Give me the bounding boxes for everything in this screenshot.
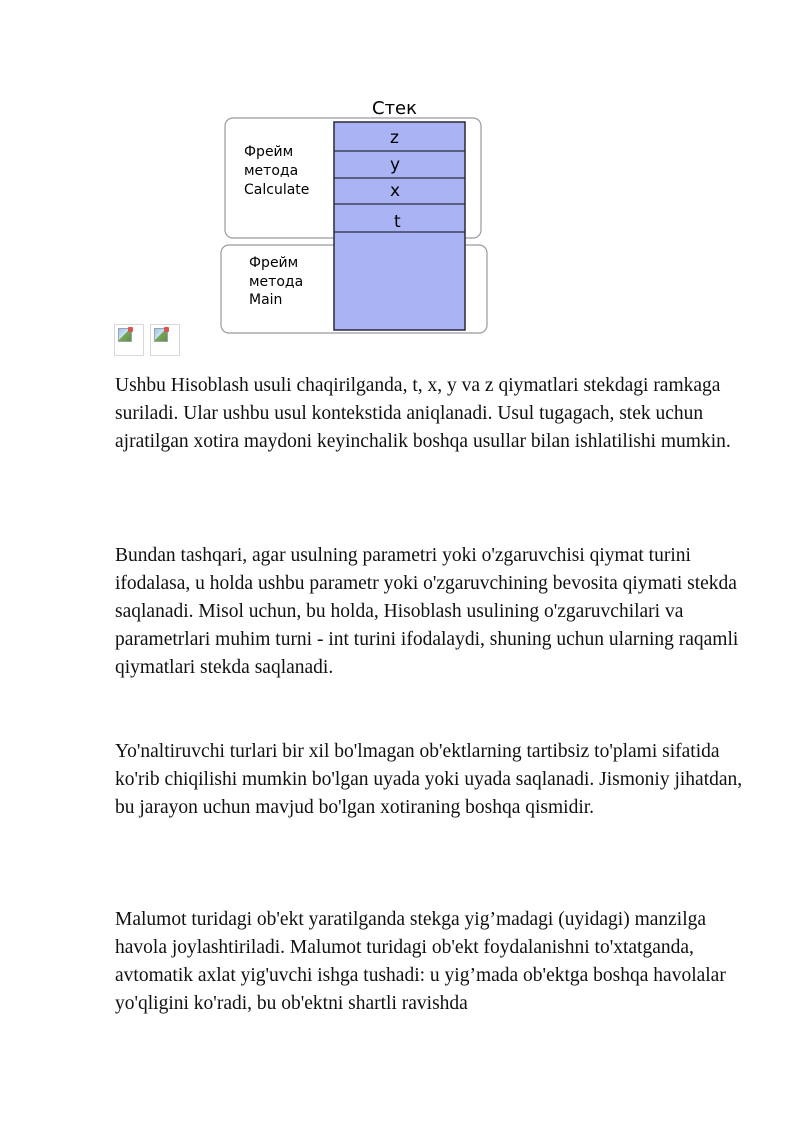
stack-cell-t: t xyxy=(394,212,401,232)
stack-diagram xyxy=(0,0,800,340)
frame-main-label-line: Main xyxy=(249,292,283,308)
stack-diagram-svg xyxy=(0,0,800,340)
broken-image-icon xyxy=(150,324,180,356)
stack-cell-y: y xyxy=(390,155,401,175)
paragraph: Bundan tashqari, agar usulning parametri yoki o'zgaruvchisi qiymat turini ifodalasa, u holda ushbu parametr yoki o'zgaruvchining bevosita qiymati stekda saqlanadi. Misol uchun, bu holda, Hisoblash usulining o'zgaruvchilari va parametrlari muhim turni - int turini ifodalaydi, shuning uchun ularning raqamli qiymatlari stekda saqlanadi. xyxy=(115,545,739,678)
frame-calculate-label-line: Фрейм xyxy=(244,144,294,160)
stack-cell-x: x xyxy=(390,181,401,201)
stack-cell-z: z xyxy=(390,128,399,148)
frame-main-label-line: метода xyxy=(249,274,304,290)
paragraph: Malumot turidagi ob'ekt yaratilganda stekga yig’madagi (uyidagi) manzilga havola joylashtiriladi. Malumot turidagi ob'ekt foydalanishni to'xtatganda, avtomatik axlat yig'uvchi ishga tushadi: u yig’mada ob'ektga boshqa havolalar yo'qligini ko'radi, bu ob'ektni shartli ravishda xyxy=(115,909,726,1014)
paragraph: Yo'naltiruvchi turlari bir xil bo'lmagan ob'ektlarning tartibsiz to'plami sifatida ko'rib chiqilishi mumkin bo'lgan uyada yoki uyada saqlanadi. Jismoniy jihatdan, bu jarayon uchun mavjud bo'lgan xotiraning boshqa qismidir. xyxy=(115,741,743,818)
frame-calculate-label-line: метода xyxy=(244,163,299,179)
image-placeholder-icon xyxy=(118,328,132,342)
image-placeholder-icon xyxy=(154,328,168,342)
paragraph: Ushbu Hisoblash usuli chaqirilganda, t, x, y va z qiymatlari stekdagi ramkaga suriladi. Ular ushbu usul kontekstida aniqlanadi. Usul tugagach, stek uchun ajratilgan xotira maydoni keyinchalik boshqa usullar bilan ishlatilishi mumkin. xyxy=(115,375,731,452)
stack-title: Стек xyxy=(372,98,417,119)
frame-calculate-label-line: Calculate xyxy=(244,182,310,198)
frame-main-label-line: Фрейм xyxy=(249,255,299,271)
broken-image-icon xyxy=(114,324,144,356)
